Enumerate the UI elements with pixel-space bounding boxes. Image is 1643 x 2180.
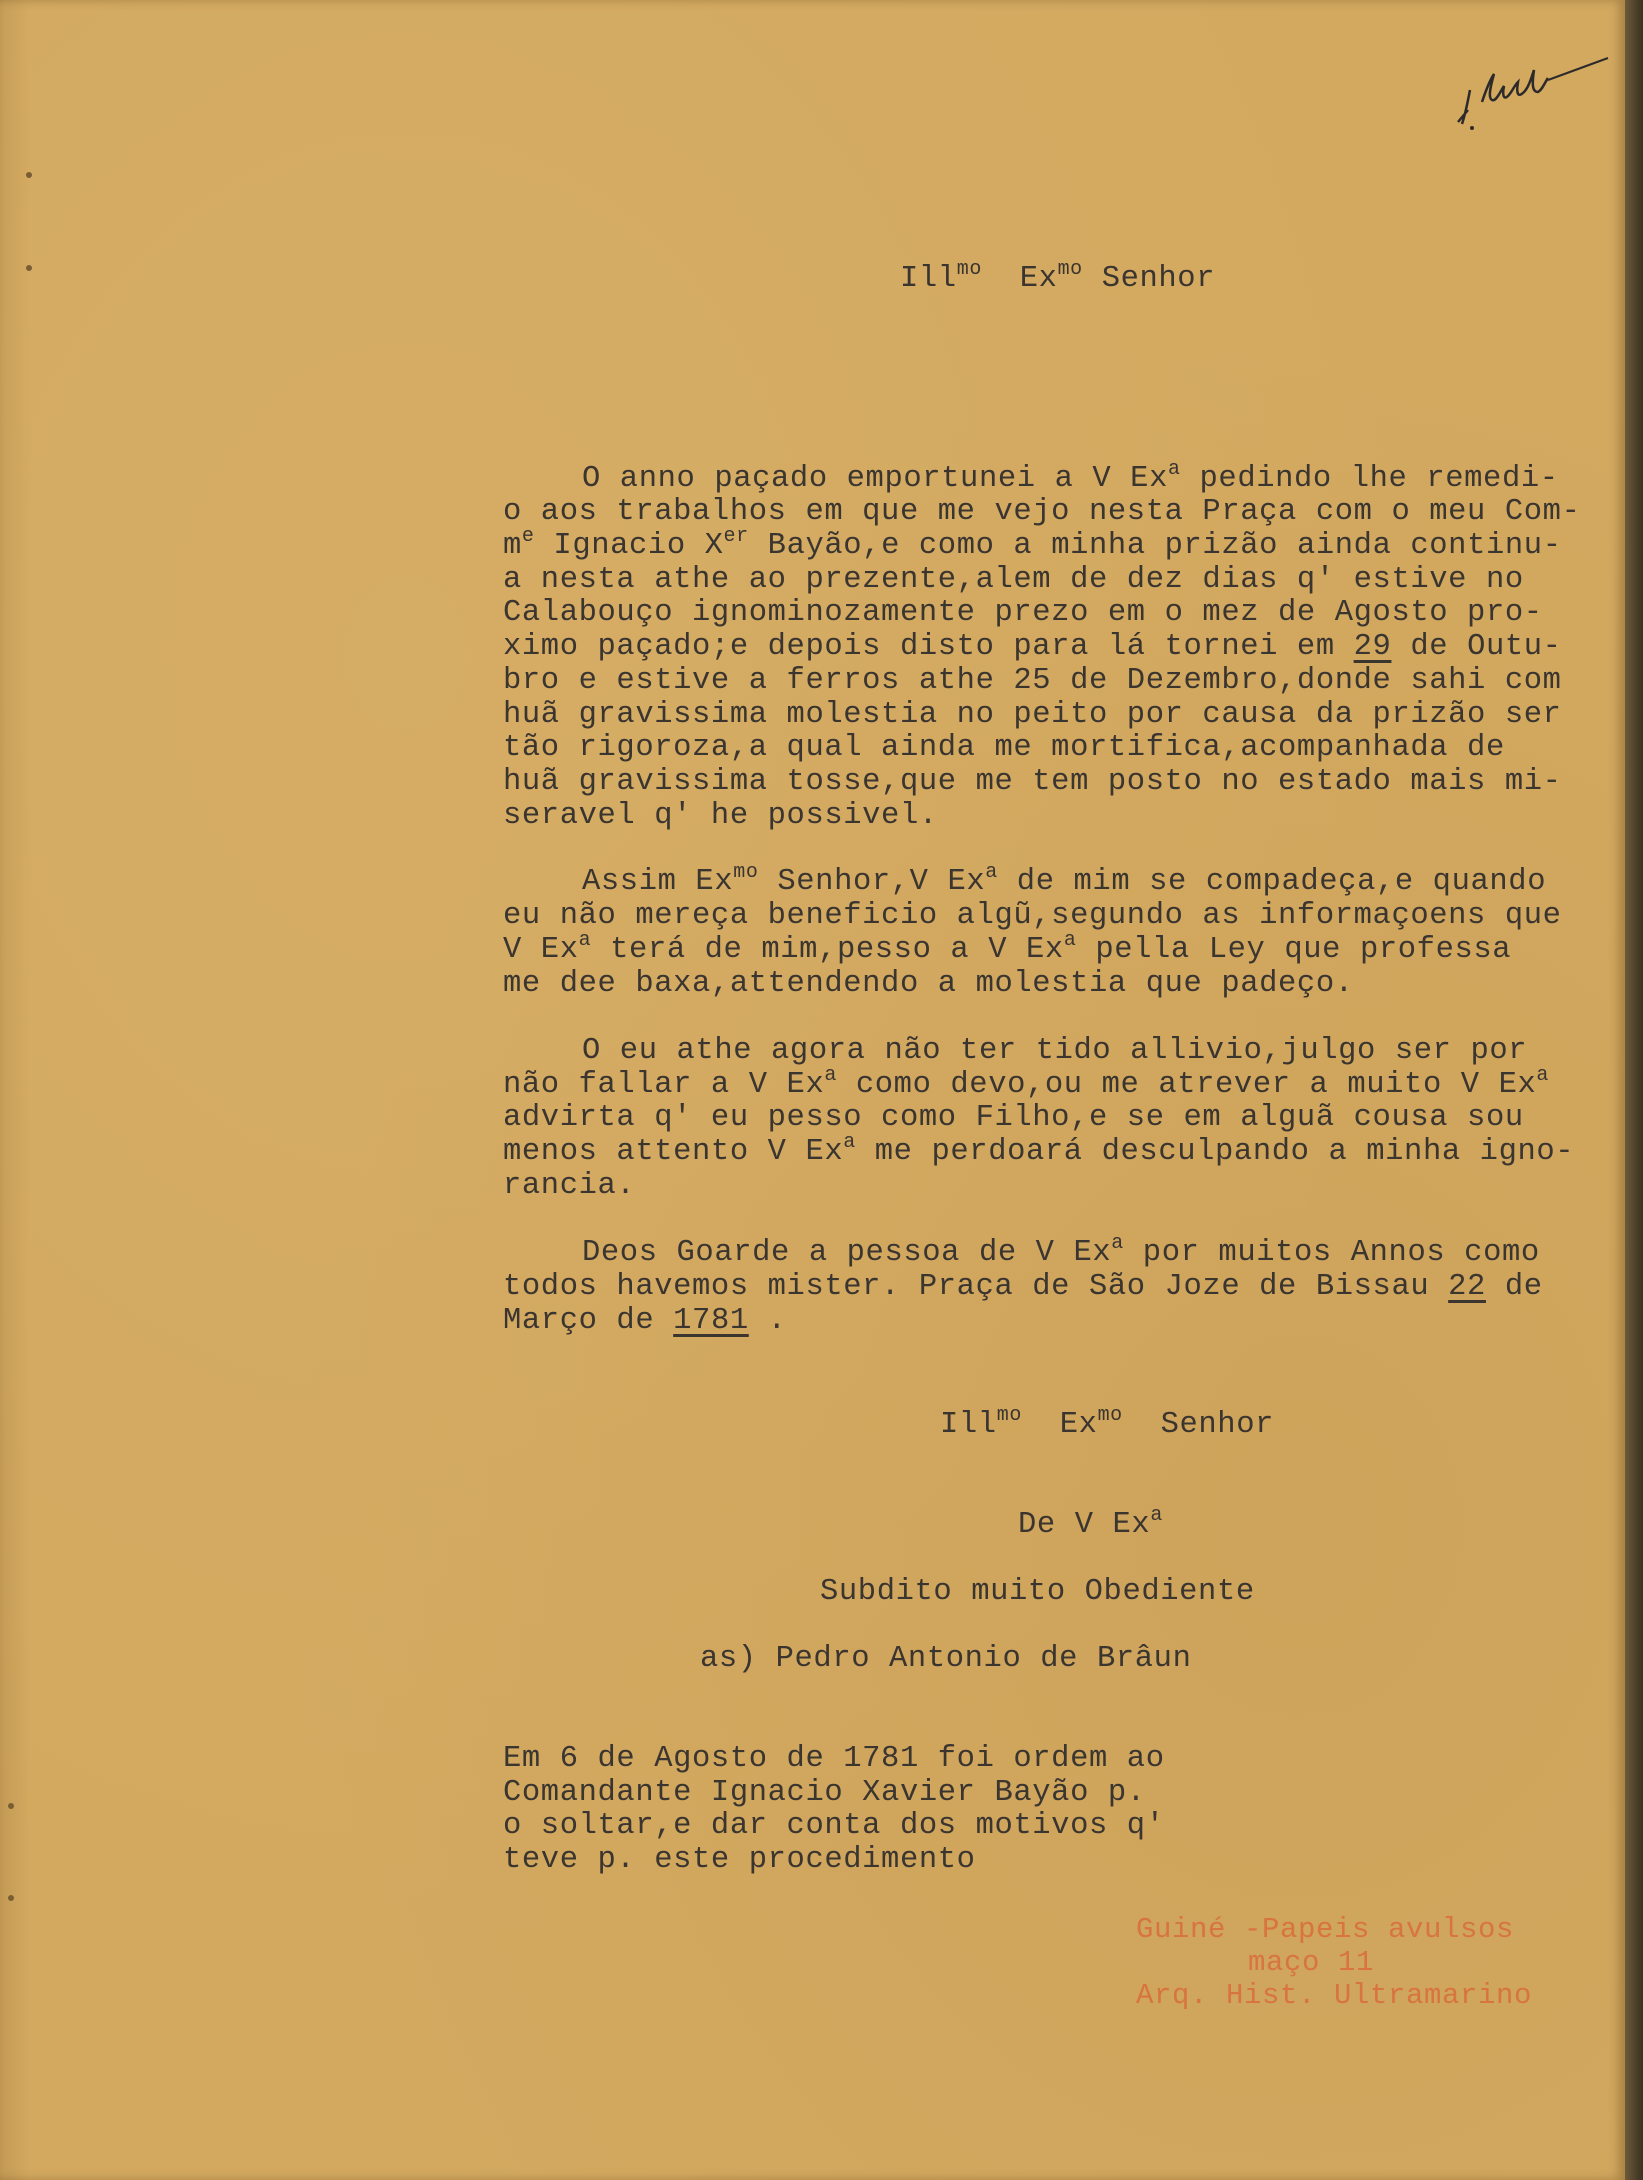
- binding-hole: [8, 1803, 14, 1809]
- binding-hole: [8, 1895, 14, 1901]
- closing-salutation: Ill$^{mo}$ $Ex^{mo}$ Senhor: [940, 1404, 1275, 1442]
- binding-hole: [26, 265, 32, 271]
- document-page: Ill$^{mo}$ $Ex^{mo}$ Senhor O anno paçado emportunei a V Ex$^a$ pedindo lhe remedi- o aos trabalhos em que me vejo nesta Praça com o meu Com- $m^e$ Ignacio Xer Bayão,e como a minha prizão ainda continu- a nesta athe ao prezente,alem de dez dias q' estive no Calabouço ignominozamente prezo em o mez de Agosto pro- ximo paçado;e depois disto para lá tornei em 29 de Outu- bro e estive a ferros athe 25 de Dezembro,donde sahi com huã gravissima molestia no peito por causa da prizão ser tão rigoroza,a qual ainda me mortifica,acompanhada de huã gravissima tosse,que me tem posto no estado mais mi- seravel q' he possivel. Assim $Ex^{mo}$ Senhor,V Ex$^a$ de mim se compadeça,e quando eu não mereça beneficio algũ,segundo as informaçoens que V Ex$^a$ terá de mim,pesso a V Ex$^a$ pella Ley que professa me dee baxa,attendendo a molestia que padeço. O eu athe agora não ter tido allivio,julgo ser por não fallar a V Ex$^a$ como devo,ou me atrever a muito V Ex$^a$ advirta q' eu pesso como Filho,e se em alguã cousa sou menos attento V Ex$^a$ me perdoará desculpando a minha igno- rancia. Deos Goarde a pessoa de V Ex$^a$ por muitos Annos como todos havemos mister. Praça de São Joze de Bissau 22 de Março de 1781 . Ill$^{mo}$ $Ex^{mo}$ Senhor De V Ex$^a$ Subdito muito Obediente as) Pedro Antonio de Brâun Em 6 de Agosto de 1781 foi ordem ao Comandante Ignacio Xavier Bayão p. o soltar,e dar conta dos motivos q' teve p. este procedimento Guiné -Papeis avulsos maço 11 Arq. Hist. Ultramarino: [0, 0, 1625, 2180]
- scan-edge: [1625, 0, 1643, 2180]
- handwritten-signature: [1438, 40, 1628, 135]
- salutation: Ill$^{mo}$ $Ex^{mo}$ Senhor: [900, 258, 1216, 296]
- signed-name: as) Pedro Antonio de Brâun: [700, 1642, 1192, 1676]
- binding-hole: [26, 172, 32, 178]
